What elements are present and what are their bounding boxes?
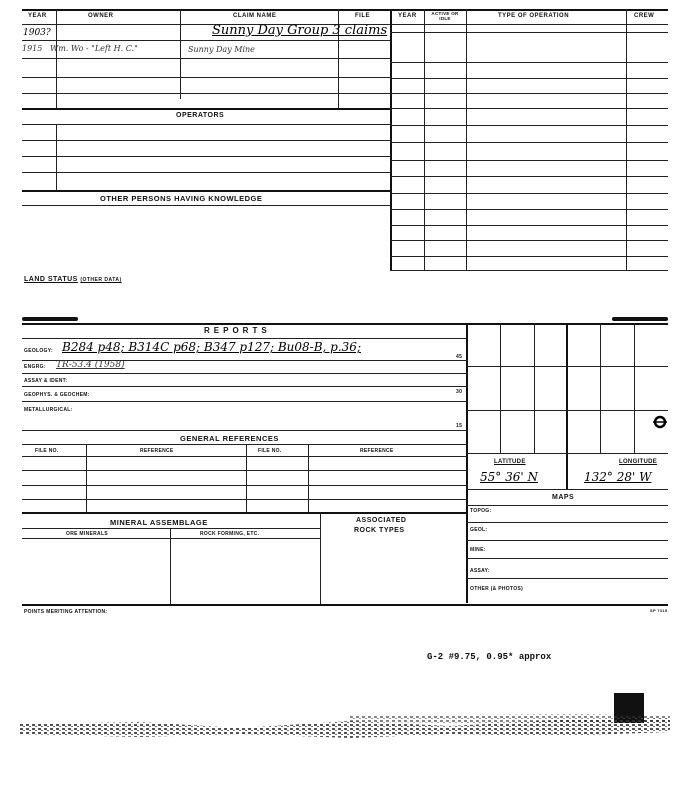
- row-rule: [22, 444, 468, 445]
- row-rule: [22, 140, 390, 141]
- latitude-label: LATITUDE: [494, 459, 526, 465]
- row-rule: [22, 77, 390, 78]
- associated-label-1: ASSOCIATED: [356, 517, 407, 524]
- annotation-note: G-2 #9.75, 0.95* approx: [427, 652, 552, 662]
- header-crew: CREW: [634, 13, 655, 19]
- location-marker-icon: [653, 415, 667, 429]
- geology-label: GEOLOGY:: [24, 348, 53, 354]
- divider-type-crew: [626, 9, 627, 271]
- latitude-value: 55° 36' N: [480, 470, 538, 484]
- maps-other: OTHER (& PHOTOS): [470, 586, 524, 592]
- header-claim-name: CLAIM NAME: [233, 13, 277, 19]
- entry-owner-2: Wm. Wo - "Left H. C.": [50, 44, 138, 53]
- right-row-rule: [390, 108, 668, 109]
- header-active-idle: ACTIVE OR IDLE: [431, 11, 459, 21]
- entry-claim-2: Sunny Day Mine: [188, 45, 255, 54]
- grid-line: [466, 366, 668, 367]
- reports-title: REPORTS: [204, 326, 271, 335]
- row-rule: [466, 489, 668, 490]
- mineral-divider: [320, 512, 321, 604]
- scan-mark: [612, 317, 668, 321]
- row-rule: [22, 538, 320, 539]
- row-rule: [22, 93, 390, 94]
- grid-line: [466, 410, 668, 411]
- row-rule: [22, 205, 390, 206]
- ref-divider: [308, 444, 309, 512]
- operators-rule: [22, 108, 390, 110]
- row-rule: [22, 485, 468, 486]
- row-rule: [466, 558, 668, 559]
- associated-label-2: ROCK TYPES: [354, 527, 405, 534]
- header-year: YEAR: [28, 13, 47, 19]
- mineral-col-divider: [170, 528, 171, 604]
- scale-15: 15: [456, 423, 463, 429]
- ref-divider: [86, 444, 87, 512]
- other-persons-rule: [22, 190, 390, 192]
- mineral-title: MINERAL ASSEMBLAGE: [110, 518, 208, 527]
- top-border: [22, 9, 668, 11]
- header-type-of-operation: TYPE OF OPERATION: [498, 13, 570, 19]
- divider-main: [390, 9, 392, 271]
- row-rule: [22, 528, 320, 529]
- general-references-title: GENERAL REFERENCES: [180, 434, 279, 443]
- right-row-rule: [390, 62, 668, 63]
- grid-line: [566, 323, 568, 489]
- rock-forming-header: ROCK FORMING, ETC.: [200, 531, 260, 537]
- right-row-rule: [390, 176, 668, 177]
- right-row-rule: [390, 78, 668, 79]
- metallurgical-label: METALLURGICAL:: [24, 407, 73, 413]
- mineral-top-rule: [22, 512, 468, 514]
- row-rule: [466, 522, 668, 523]
- row-rule: [22, 156, 390, 157]
- geology-value: B284 p48; B314C p68; B347 p127; Bu08-B, p.36;: [62, 340, 361, 354]
- operators-title: OPERATORS: [176, 112, 225, 119]
- engrg-label: ENGRG:: [24, 364, 46, 370]
- entry-claim-1: Sunny Day Group 3 claims: [212, 23, 388, 38]
- row-rule: [22, 499, 468, 500]
- reports-right-divider: [466, 323, 468, 603]
- row-rule: [22, 124, 390, 125]
- header-file: FILE: [355, 13, 370, 19]
- entry-year-1: 1903?: [23, 28, 51, 38]
- grid-line: [534, 323, 535, 453]
- header-year-2: YEAR: [398, 13, 417, 19]
- row-rule: [466, 540, 668, 541]
- scale-30: 30: [456, 389, 463, 395]
- scan-mark: [22, 317, 78, 321]
- land-status-label: LAND STATUS (OTHER DATA): [24, 276, 122, 283]
- ref-divider: [246, 444, 247, 512]
- right-row-rule: [390, 125, 668, 126]
- row-rule: [22, 470, 468, 471]
- longitude-label: LONGITUDE: [619, 459, 658, 465]
- row-rule: [22, 58, 390, 59]
- other-persons-title: OTHER PERSONS HAVING KNOWLEDGE: [100, 194, 263, 203]
- points-meriting-label: POINTS MERITING ATTENTION:: [24, 609, 108, 615]
- entry-year-2: 1915: [22, 44, 43, 53]
- row-rule: [22, 338, 468, 339]
- right-row-rule: [390, 193, 668, 194]
- ref-header-file-no: FILE NO.: [35, 448, 59, 454]
- scan-noise-band: [20, 712, 670, 746]
- row-rule: [22, 40, 390, 41]
- row-rule: [22, 401, 468, 402]
- maps-assay: ASSAY:: [470, 568, 490, 574]
- row-rule: [22, 430, 468, 431]
- right-row-rule: [390, 240, 668, 241]
- right-row-rule: [390, 209, 668, 210]
- row-rule: [22, 373, 468, 374]
- longitude-value: 132° 28' W: [584, 470, 652, 484]
- ref-header-reference-2: REFERENCE: [360, 448, 394, 454]
- row-rule: [466, 578, 668, 579]
- reports-top-border: [22, 323, 668, 325]
- ref-header-reference: REFERENCE: [140, 448, 174, 454]
- row-rule: [22, 172, 390, 173]
- scale-45: 45: [456, 354, 463, 360]
- geophys-label: GEOPHYS. & GEOCHEM:: [24, 392, 90, 398]
- right-row-rule: [390, 93, 668, 94]
- grid-line: [634, 323, 635, 453]
- maps-geol: GEOL:: [470, 527, 488, 533]
- divider-year-active: [424, 9, 425, 271]
- right-row-rule: [390, 160, 668, 161]
- right-row-rule: [390, 256, 668, 257]
- row-rule: [466, 505, 668, 506]
- maps-topog: TOPOG:: [470, 508, 492, 514]
- divider-active-type: [466, 9, 467, 271]
- right-row-rule: [390, 142, 668, 143]
- assay-label: ASSAY & IDENT:: [24, 378, 68, 384]
- right-row-rule: [390, 32, 668, 33]
- maps-title: MAPS: [552, 494, 575, 501]
- maps-mine: MINE:: [470, 547, 486, 553]
- right-row-rule: [390, 270, 668, 271]
- divider-owner-claim: [180, 9, 181, 99]
- header-owner: OWNER: [88, 13, 114, 19]
- grid-line: [600, 323, 601, 453]
- operators-divider: [56, 124, 57, 190]
- row-rule: [22, 456, 468, 457]
- divider-year-owner: [56, 9, 57, 109]
- row-rule: [22, 386, 468, 387]
- form-number: SP 7315: [650, 608, 668, 613]
- engrg-value: TR-53.4 (1958): [56, 360, 125, 370]
- bottom-border: [22, 604, 668, 606]
- ref-header-file-no-2: FILE NO.: [258, 448, 282, 454]
- ore-minerals-header: ORE MINERALS: [66, 531, 108, 537]
- grid-line: [500, 323, 501, 453]
- grid-line: [466, 453, 668, 454]
- right-row-rule: [390, 225, 668, 226]
